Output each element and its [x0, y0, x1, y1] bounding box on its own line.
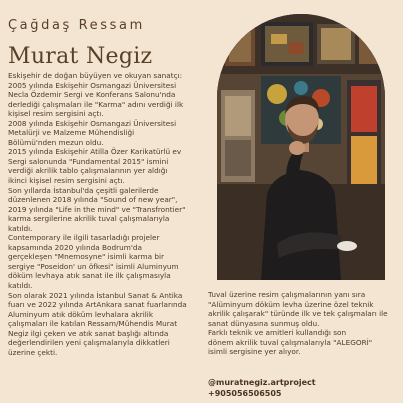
- instagram-handle[interactable]: @muratnegiz.artproject: [208, 378, 316, 387]
- page-heading: Çağdaş Ressam: [8, 18, 145, 33]
- phone-number[interactable]: +905056506505: [208, 388, 282, 398]
- bio-line: Eskişehir de doğan büyüyen ve okuyan sanatçı:: [8, 71, 183, 80]
- bio-line: üzerine çekti.: [8, 347, 58, 357]
- technique-line: "Alüminyum döküm levha üzerine özel teknik: [208, 299, 374, 309]
- bio-line: Aluminyum atık döküm levhalara akrilik: [8, 309, 154, 319]
- technique-text: [208, 290, 403, 357]
- artist-name: Murat Negiz: [8, 44, 153, 69]
- bio-line: düzenlenen 2018 yılında "Sound of new year",: [8, 195, 178, 205]
- bio-line: fuarı ve 2022 yılında ArtAnkara sanat fuarlarında: [8, 300, 187, 310]
- bio-line: Negiz ilgi çeken ve atık sanat başlığı altında: [8, 328, 169, 338]
- bio-line: 2015 yılında Eskişehir Atilla Özer Karikatürlü ev: [8, 147, 182, 157]
- contact-info: [208, 378, 316, 399]
- bio-line: Son olarak 2021 yılında İstanbul Sanat & Antika: [8, 290, 183, 300]
- bio-line: Metalürji ve Malzeme Mühendisliği: [8, 128, 135, 138]
- bio-line: gerçekleşen "Mnemosyne" isimli karma bir: [8, 252, 165, 262]
- bio-line: Necla Özdemir Sergi ve Konferans Salonu'nda: [8, 90, 176, 100]
- bio-line: değerlendirilen yeni çalışmalarıyla dikkatleri: [8, 338, 170, 348]
- bio-line: 2019 yılında "Life in the mind" ve "Transfrontier": [8, 204, 186, 214]
- biography-text: [8, 71, 221, 357]
- bio-line: kişisel resim sergisini açtı.: [8, 109, 104, 119]
- bio-line: kapsamında 2020 yılında Bodrum'da: [8, 242, 142, 252]
- technique-line: Farklı teknik ve amitleri kullandığı son: [208, 328, 347, 338]
- bio-line: çalışmaları ile katılan Ressam/Mühendis Murat: [8, 319, 178, 329]
- technique-line: akrilik çalışarak" türünde ilk ve tek çalışmaları ile: [208, 309, 388, 319]
- technique-line: Tuval üzerine resim çalışmalarının yanı sıra: [208, 290, 366, 299]
- bio-line: katıldı.: [8, 223, 33, 233]
- bio-line: döküm levhaya atık sanat ile ilk çalışmasıyla: [8, 271, 171, 281]
- bio-line: Sergi salonunda "Fundamental 2015" ismini: [8, 156, 169, 166]
- bio-line: derlediği çalışmaları ile "Karma" adını verdiği ilk: [8, 99, 184, 109]
- bio-line: Contemporary ile ilgili tasarladığı projeler: [8, 233, 160, 243]
- bio-line: katıldı.: [8, 281, 33, 291]
- bio-line: Son yıllarda İstanbul'da çeşitli galerilerde: [8, 185, 159, 195]
- bio-line: ikinci kişisel resim sergisini açtı.: [8, 176, 125, 186]
- artist-portrait-photo: [217, 14, 385, 280]
- bio-line: verdiği akrilik tablo çalışmalarının yer aldığı: [8, 166, 168, 176]
- technique-line: sanat dünyasına sunmuş oldu.: [208, 318, 320, 328]
- bio-line: sergiye "Poseidon' un öfkesi" isimli Aluminyum: [8, 261, 179, 271]
- bio-line: 2005 yılında Eskişehir Osmangazi Üniversitesi: [8, 80, 177, 90]
- bio-line: karma sergilerine akrilik tuval çalışmalarıyla: [8, 214, 170, 224]
- technique-line: dönem akrilik tuval çalışmalarıyla "ALEGORİ": [208, 337, 373, 347]
- bio-line: 2008 yılında Eskişehir Osmangazi Üniversitesi: [8, 118, 177, 128]
- bio-line: Bölümü'nden mezun oldu.: [8, 137, 104, 147]
- technique-line: isimli sergisine yer alıyor.: [208, 347, 301, 357]
